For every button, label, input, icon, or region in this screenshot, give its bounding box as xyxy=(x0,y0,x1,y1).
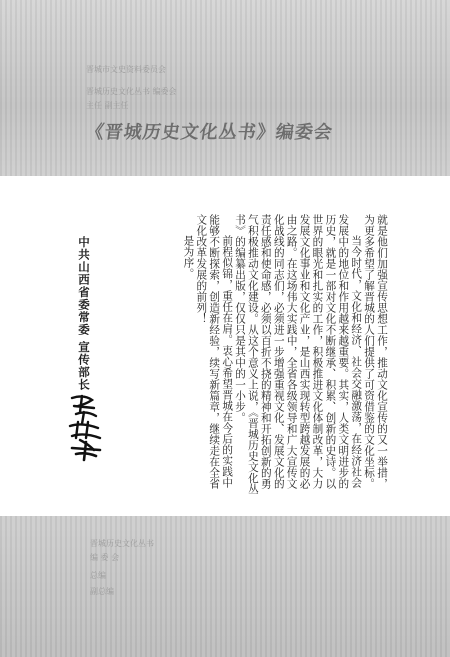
signature-name xyxy=(64,392,108,462)
footer-faint-line: 副总编 xyxy=(90,587,114,596)
header-band xyxy=(0,0,450,176)
header-faint-line: 晋城历史文化丛书 编委会 xyxy=(86,87,177,96)
header-faint-line: 主任 副主任 xyxy=(86,101,129,110)
preface-paragraph: 就是他们加强宣传思想工作，推动文化宣传的又一举措，为更多希望了解晋城的人们提供了可资借鉴的文化坐标。 xyxy=(363,214,388,489)
signature-org: 中共山西省委常委 宣传部长 xyxy=(77,236,91,392)
header-faint-line: 晋城市文史资料委员会 xyxy=(86,65,166,74)
footer-faint-line: 编 委 会 xyxy=(90,553,120,562)
book-title: 《晋城历史文化丛书》编委会 xyxy=(84,122,335,143)
footer-faint-line: 晋城历史文化丛书 xyxy=(90,539,154,548)
footer-faint-line: 总编 xyxy=(90,571,106,580)
preface-body xyxy=(118,214,388,499)
footer-band xyxy=(0,516,450,657)
signature-block xyxy=(64,236,114,466)
preface-paragraph: 前程似锦，重任在肩。衷心希望晋城在今后的实践中能够不断探索，创造新经验，续写新篇章，继续走在全省文化改革发展的前列！ xyxy=(195,214,234,489)
preface-paragraph: 是为序。 xyxy=(182,235,195,280)
preface-paragraph: 当今时代，文化和经济、社会交融激荡，在经济社会发展中的地位和作用越来越重要。其实，人类文明进步的历史，就是一部对文化不断继承、积累、创新的史诗。以世界的眼光和扎实的工作，积极推进文化体制改革，大力发展文化事业和文化产业，是山西实现转型跨越发展的必由之路。在这场伟大实践中，全省各级领导和广大宣传文化战线的同志们，必须进一步增强重视文化、发展文化的责任感和使命感，必须以百折不挠的精神和开拓创新的勇气积极推动文化建设。从这个意义上说，《晋城历史文化丛书》的编纂出版，仅仅只是其中的一小步。 xyxy=(234,214,363,495)
